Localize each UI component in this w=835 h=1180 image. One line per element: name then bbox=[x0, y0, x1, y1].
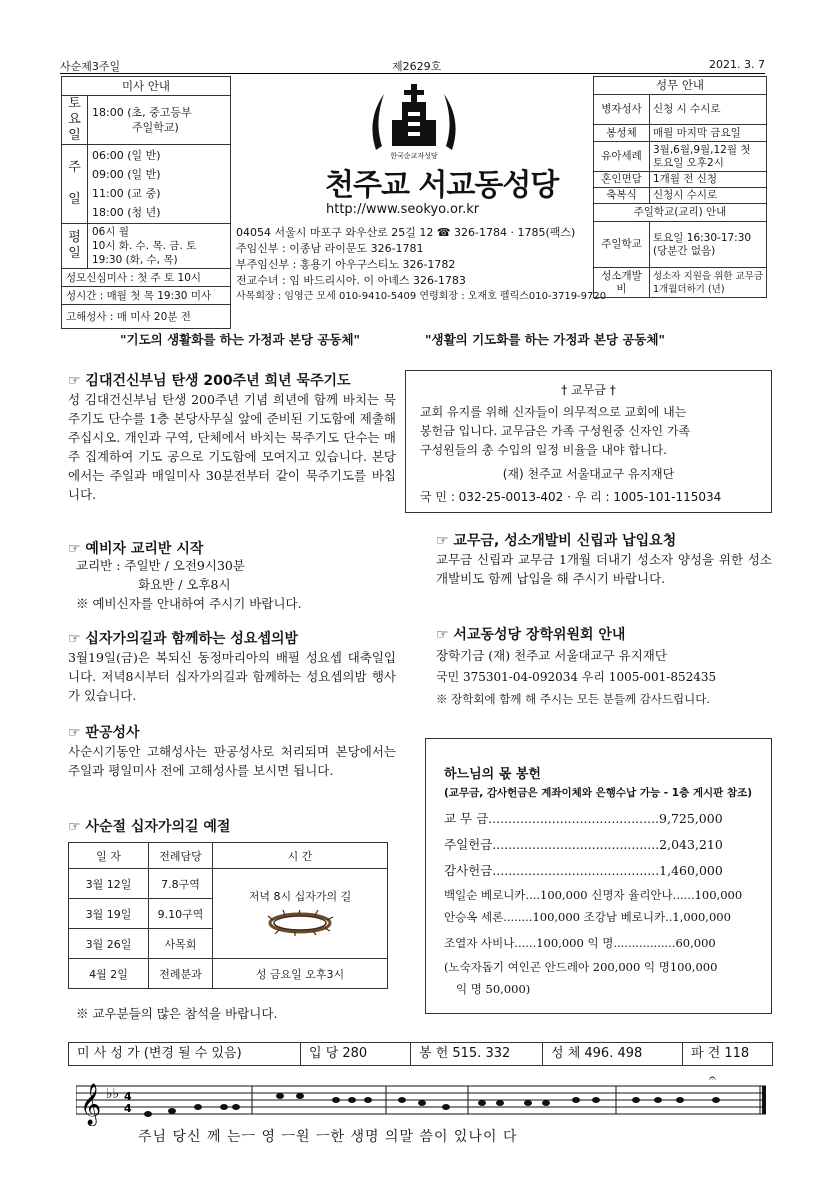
catechism-heading: ☞ 예비자 교리반 시작 bbox=[68, 541, 204, 557]
page-header bbox=[60, 58, 765, 72]
pastor-info: 주임신부 : 이종남 라이문도 326-1781 bbox=[236, 242, 424, 255]
services-title: 성무 안내 bbox=[594, 77, 767, 95]
note-heads bbox=[144, 1093, 720, 1117]
services-table: 성무 안내 병자성사 신청 시 수시로 봉성체 매월 마지막 금요일 유아세례 3월,6월,9월,12월 첫 토요일 오후2시 혼인면담 1개월 전 신청 축복식 신청시 수시로 주일학교(교리) 안내 주일학교 토요일 16:30-17:30 (당분간 없음) 성소개발비 성소자 지원을 위한 교무금1개월더하기 (년) bbox=[593, 76, 767, 298]
church-address: 04054 서울시 마포구 와우산로 25길 12 ☎ 326-1784 · 1785(팩스) bbox=[236, 226, 576, 239]
hymn-entrance: 입 당 280 bbox=[301, 1043, 411, 1065]
weekday-times: 06시 월 10시 화. 수. 목. 금. 토 19:30 (화, 수, 목) bbox=[88, 224, 231, 269]
tithe-request-text: 교무금 신립과 교무금 1개월 더내기 성소자 양성을 위한 성소개발비도 함께 납입을 해 주시기 바랍니다. bbox=[436, 552, 772, 586]
hymn-dismissal: 파 견 118 bbox=[691, 1046, 750, 1061]
confession-info: 고해성사 : 매 미사 20분 전 bbox=[62, 305, 231, 329]
rosary-heading: ☞ 김대건신부님 탄생 200주년 희년 묵주기도 bbox=[68, 373, 351, 389]
sun-label: 주 일 bbox=[62, 145, 88, 224]
svg-text:4: 4 bbox=[124, 1090, 132, 1103]
weekday-label: 평 일 bbox=[62, 224, 88, 269]
st-joseph-heading: ☞ 십자가의길과 함께하는 성요셉의밤 bbox=[68, 631, 299, 647]
way-of-cross-table: 일 자 전례담당 시 간 3월 12일 7.8구역 저녁 8시 십자가의 길 3월 19일 9.10구역 3월 26일 사목회 4월 2일 전례분과 성 금요일 오후3시 bbox=[68, 842, 388, 989]
mass-schedule-table bbox=[61, 76, 231, 329]
way-time-cell: 저녁 8시 십자가의 길 bbox=[213, 869, 388, 959]
confession-heading: ☞ 판공성사 bbox=[68, 725, 140, 741]
way-note: ※ 교우분들의 많은 참석을 바랍니다. bbox=[76, 1006, 278, 1021]
header-divider bbox=[60, 73, 765, 74]
hymn-bar bbox=[68, 1042, 773, 1066]
fermata-icon: 𝄐 bbox=[709, 1074, 716, 1085]
svg-text:한국순교자성당: 한국순교자성당 bbox=[390, 152, 438, 160]
music-staff bbox=[76, 1074, 768, 1126]
scholarship-heading: ☞ 서교동성당 장학위원회 안내 bbox=[436, 627, 626, 643]
offering-title: 하느님의 몫 봉헌 bbox=[444, 767, 541, 782]
slogan-1: "기도의 생활화를 하는 가정과 본당 공동체" bbox=[120, 332, 361, 347]
season-label: 사순제3주일 bbox=[60, 60, 121, 73]
issue-number: 제2629호 bbox=[392, 60, 442, 73]
offering-subtitle: (교무금, 감사헌금은 계좌이체와 은행수납 가능 - 1층 게시판 참조) bbox=[444, 787, 753, 799]
hymn-label: 미 사 성 가 (변경 될 수 있음) bbox=[69, 1043, 301, 1065]
council-info: 사목회장 : 임영근 모세 010-9410-5409 연령회장 : 오재호 펠릭스010-3719-9720 bbox=[236, 291, 607, 302]
hymn-offertory: 봉 헌 515. 332 bbox=[411, 1043, 543, 1065]
issue-date: 2021. 3. 7 bbox=[709, 58, 765, 71]
confession-text: 사순시기동안 고해성사는 판공성사로 처리되며 본당에서는 주일과 평일미사 전에 고해성사를 보시면 됩니다. bbox=[68, 744, 396, 778]
tithe-request-heading: ☞ 교무금, 성소개발비 신립과 납입요청 bbox=[436, 533, 677, 549]
sat-times: 18:00 (초, 중고등부 주일학교) bbox=[88, 96, 231, 145]
slogan-2: "생활의 기도화를 하는 가정과 본당 공동체" bbox=[425, 332, 666, 347]
marian-mass: 성모신심미사 : 첫 주 토 10시 bbox=[62, 269, 231, 287]
church-name: 천주교 서교동성당 bbox=[325, 168, 559, 203]
school-title: 주일학교(교리) 안내 bbox=[594, 204, 767, 222]
church-logo-icon bbox=[362, 80, 466, 162]
svg-text:4: 4 bbox=[124, 1102, 132, 1115]
offering-box: 하느님의 몫 봉헌 (교무금, 감사헌금은 계좌이체와 은행수납 가능 - 1층 게시판 참조) 교 무 금...........................................9,725,000 주일헌금..........................................2,043,210 감사헌금..........................................1,460,000 백일순 베로니카....100,000 신명자 율리안나......100,000 안승옥 세론........100,000 조강남 베로니카..1,000,000 조열자 사비나......100,000 익 명.................60,000 (노숙자돕기 여인곤 안드레아 200,000 익 명100,000 익 명 50,000) bbox=[425, 738, 772, 1014]
holy-hour: 성시간 : 매월 첫 목 19:30 미사 bbox=[62, 287, 231, 305]
church-url[interactable]: http://www.seokyo.or.kr bbox=[326, 202, 480, 217]
tithe-box: † 교무금 † 교회 유지를 위해 신자들이 의무적으로 교회에 내는 봉헌금 입니다. 교무금은 가족 구성원중 신자인 가족 구성원들의 총 수입의 일정 비율을 내야 합니다. (재) 천주교 서울대교구 유지재단 국 민 : 032-25-0013-402 · 우 리 : 1005-101-115034 bbox=[405, 370, 772, 513]
sisters-info: 전교수녀 : 임 바드리시아. 이 아녜스 326-1783 bbox=[236, 274, 466, 287]
sun-times: 06:00 (일 반) 09:00 (일 반) 11:00 (교 중) 18:00 (청 년) bbox=[88, 145, 231, 224]
treble-clef-icon: 𝄞 bbox=[80, 1084, 102, 1125]
flat-icon: ♭♭ bbox=[106, 1086, 120, 1102]
way-of-cross-heading: ☞ 사순절 십자가의길 예절 bbox=[68, 819, 231, 835]
st-joseph-text: 3월19일(금)은 복되신 동정마리아의 배필 성요셉 대축일입니다. 저녁8시부터 십자가의길과 함께하는 성요셉의밤 행사가 있습니다. bbox=[68, 650, 396, 703]
assistant-info: 부주임신부 : 홍용기 아우구스티노 326-1782 bbox=[236, 258, 456, 271]
mass-title: 미사 안내 bbox=[62, 77, 231, 96]
hymn-communion: 성 체 496. 498 bbox=[543, 1043, 683, 1065]
tithe-title: † 교무금 † bbox=[561, 383, 616, 397]
sat-label: 토 요 일 bbox=[62, 96, 88, 145]
hymn-lyrics: 주님 당신 께 는ㅡ 영 ㅡ원 ㅡ한 생명 의말 씀이 있나이 다 bbox=[138, 1129, 518, 1145]
rosary-text: 성 김대건신부님 탄생 200주년 기념 희년에 함께 바치는 묵주기도 단수를 1층 본당사무실 앞에 준비된 기도함에 제출해 주십시오. 개인과 구역, 단체에서 바치는 묵주기도 단수는 매주 집계하여 기도 공으로 기도함에 모여지고 있습니다. 본당에서는 주일과 매일미사 30분전부터 같이 묵주기도를 바칩니다. bbox=[68, 392, 396, 502]
crown-of-thorns-icon bbox=[265, 910, 335, 936]
